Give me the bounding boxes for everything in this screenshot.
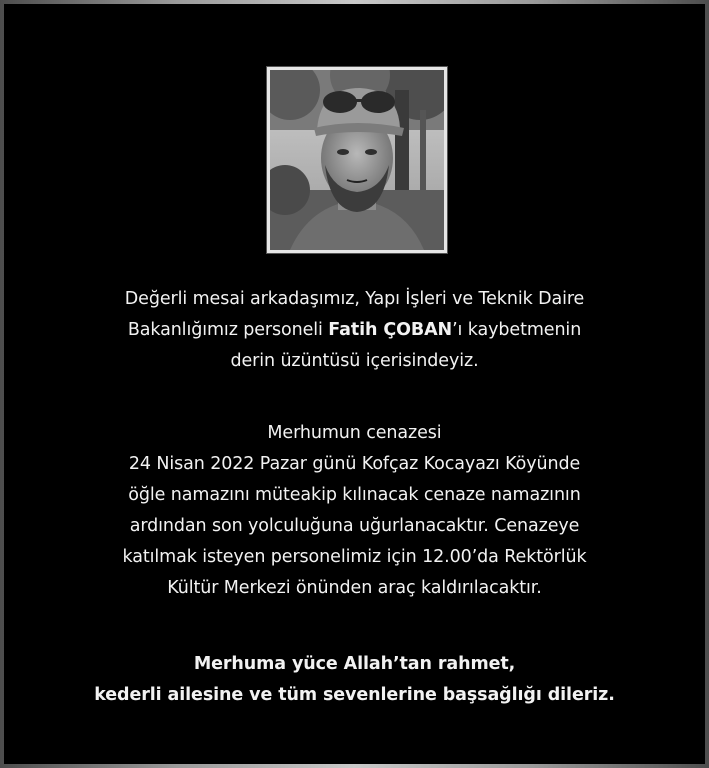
text-line: Merhumun cenazesi <box>267 423 442 443</box>
portrait-photo <box>267 67 447 253</box>
text-line: derin üzüntüsü içerisindeyiz. <box>230 351 479 371</box>
deceased-name: Fatih ÇOBAN <box>328 320 453 340</box>
text-line: 24 Nisan 2022 Pazar günü Kofçaz Kocayazı Köyünde <box>128 454 581 474</box>
text-fragment: ’ı kaybetmenin <box>452 320 582 340</box>
text-line: katılmak isteyen personelimiz için 12.00’da Rektörlük <box>122 547 587 567</box>
text-line: Merhuma yüce Allah’tan rahmet, <box>193 654 516 674</box>
text-line: Değerli mesai arkadaşımız, Yapı İşleri ve Teknik Daire <box>124 289 585 309</box>
text-fragment: Bakanlığımız personeli <box>127 320 329 340</box>
portrait-photo-icon <box>270 70 444 250</box>
text-line: öğle namazını müteakip kılınacak cenaze namazının <box>128 485 581 505</box>
text-line: ardından son yolculuğuna uğurlanacaktır. Cenazeye <box>129 516 580 536</box>
text-line: kederli ailesine ve tüm sevenlerine başsağlığı dileriz. <box>94 685 615 705</box>
prayer-paragraph <box>4 649 705 711</box>
condolence-paragraph <box>4 284 705 377</box>
condolence-card <box>4 4 705 764</box>
funeral-info-paragraph <box>4 418 705 604</box>
text-line: Kültür Merkezi önünden araç kaldırılacaktır. <box>167 578 542 598</box>
text-line <box>4 315 705 346</box>
